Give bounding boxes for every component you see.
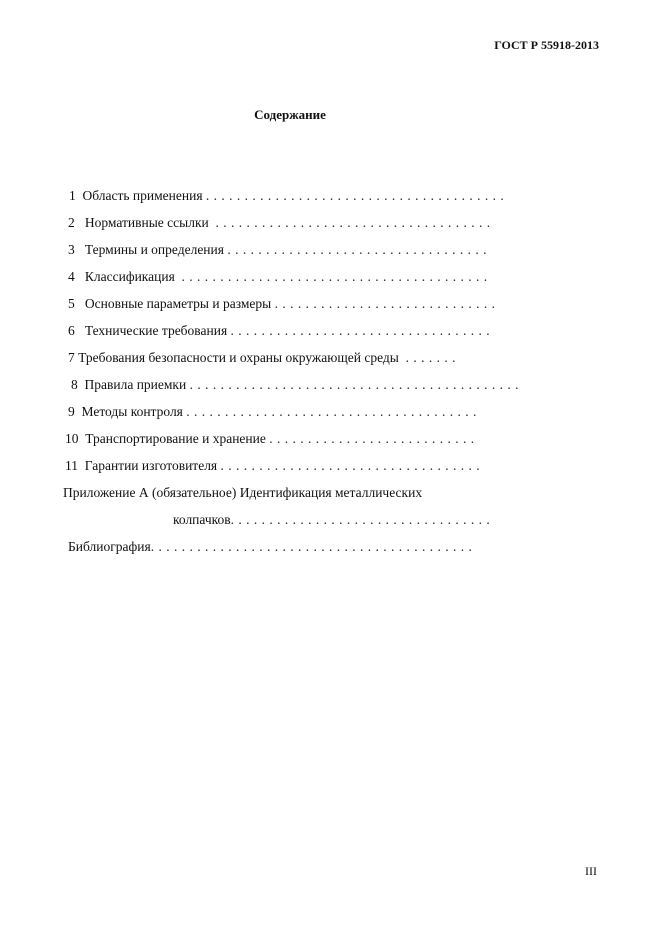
toc-item-title: Термины и определения — [84, 242, 224, 257]
page-number: III — [585, 864, 597, 878]
toc-item-title: Классификация — [84, 269, 175, 284]
page-title: Содержание — [254, 107, 326, 122]
toc-item-number: 10 — [65, 431, 79, 446]
toc-item-title: Основные параметры и размеры — [84, 296, 272, 311]
toc-item-number: 9 — [68, 404, 75, 419]
toc-leader-dots: . . . . . . . . . . . . . . . . . . . . . . . . . . . . . . . . . . . . . . . . — [181, 269, 488, 284]
toc-item-title: Требования безопасности и охраны окружающей среды — [78, 350, 399, 365]
toc-appendix-a-continued[interactable] — [173, 511, 490, 529]
toc-leader-dots: . . . . . . . . . . . . . . . . . . . . . . . . . . . . . . . . . . — [227, 242, 487, 257]
toc-item-7[interactable] — [68, 349, 456, 367]
toc-item-title: Транспортирование и хранение — [85, 431, 266, 446]
toc-bibliography-title: Библиография — [68, 539, 151, 554]
toc-item-1[interactable] — [69, 187, 504, 205]
toc-item-number: 4 — [68, 269, 75, 284]
toc-leader-dots: . . . . . . . . . . . . . . . . . . . . . . . . . . . . . . . . . . . . . . . — [205, 188, 505, 203]
toc-leader-dots: . . . . . . . — [405, 350, 456, 365]
toc-leader-dots: . . . . . . . . . . . . . . . . . . . . . . . . . . . . . . . . . . — [220, 458, 481, 473]
toc-appendix-title: Приложение А (обязательное) Идентификация металлических — [63, 485, 423, 500]
toc-leader-dots: . . . . . . . . . . . . . . . . . . . . . . . . . . . . . . . . . . . . . . — [186, 404, 477, 419]
toc-item-number: 6 — [68, 323, 75, 338]
toc-item-title: Методы контроля — [81, 404, 183, 419]
toc-item-number: 2 — [68, 215, 75, 230]
toc-leader-dots: . . . . . . . . . . . . . . . . . . . . . . . . . . . . . — [274, 296, 496, 311]
toc-bibliography[interactable] — [68, 538, 472, 556]
toc-item-10[interactable] — [65, 430, 475, 448]
toc-leader-dots: . . . . . . . . . . . . . . . . . . . . . . . . . . . — [269, 431, 475, 446]
toc-leader-dots: . . . . . . . . . . . . . . . . . . . . . . . . . . . . . . . . . . . . . . . . . . — [150, 539, 473, 554]
toc-item-2[interactable] — [68, 214, 491, 232]
toc-item-title: Нормативные ссылки — [84, 215, 209, 230]
toc-item-title: Технические требования — [84, 323, 228, 338]
toc-item-number: 3 — [68, 242, 75, 257]
toc-item-title: Область применения — [82, 188, 203, 203]
toc-item-6[interactable] — [68, 322, 490, 340]
toc-item-3[interactable] — [68, 241, 487, 259]
toc-item-5[interactable] — [68, 295, 495, 313]
toc-item-number: 11 — [65, 458, 78, 473]
toc-leader-dots: . . . . . . . . . . . . . . . . . . . . . . . . . . . . . . . . . . . . . . . . . . . — [189, 377, 519, 392]
document-code: ГОСТ Р 55918-2013 — [494, 38, 599, 52]
toc-leader-dots: . . . . . . . . . . . . . . . . . . . . . . . . . . . . . . . . . . — [230, 512, 491, 527]
toc-item-number: 7 — [68, 350, 75, 365]
toc-item-title: Правила приемки — [84, 377, 187, 392]
toc-leader-dots: . . . . . . . . . . . . . . . . . . . . . . . . . . . . . . . . . . . . — [215, 215, 491, 230]
toc-item-number: 1 — [69, 188, 76, 203]
toc-item-11[interactable] — [65, 457, 480, 475]
toc-item-9[interactable] — [68, 403, 477, 421]
toc-item-number: 8 — [71, 377, 78, 392]
toc-appendix-a[interactable] — [63, 484, 422, 502]
toc-item-title: Гарантии изготовителя — [84, 458, 218, 473]
toc-leader-dots: . . . . . . . . . . . . . . . . . . . . . . . . . . . . . . . . . . — [230, 323, 491, 338]
toc-item-4[interactable] — [68, 268, 488, 286]
toc-appendix-title-cont: колпачков — [173, 512, 231, 527]
toc-item-8[interactable] — [71, 376, 519, 394]
toc-item-number: 5 — [68, 296, 75, 311]
